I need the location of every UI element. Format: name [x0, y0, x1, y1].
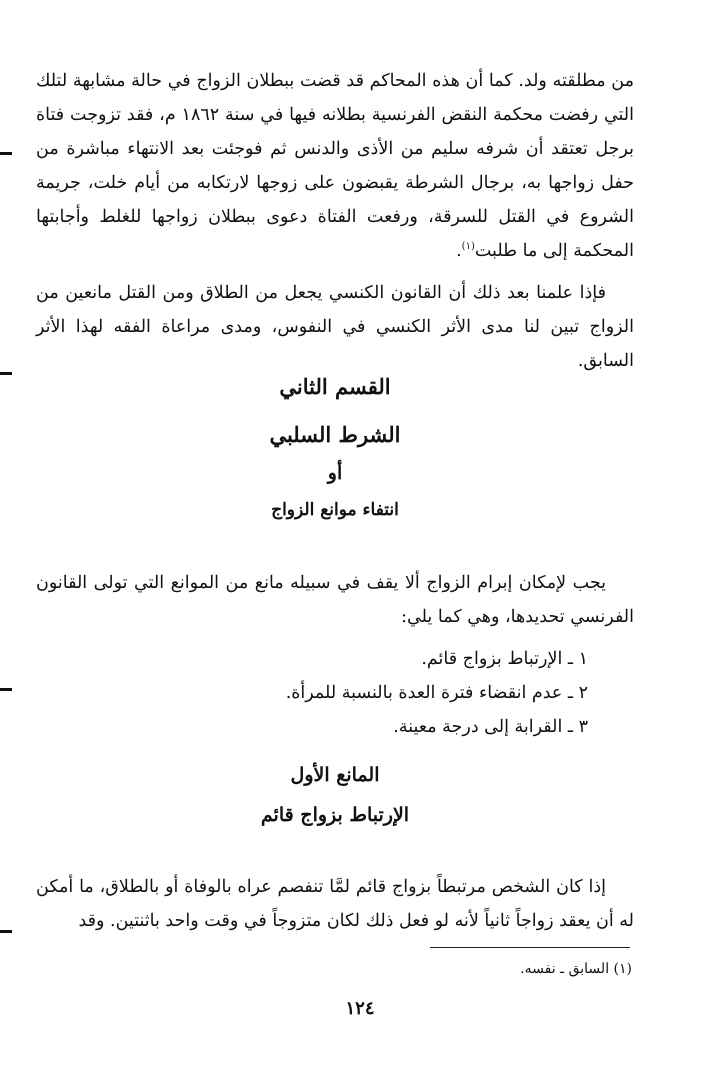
paragraph-canon-law	[36, 276, 634, 378]
impediments-list	[36, 642, 634, 744]
heading-connector: أو	[327, 462, 343, 484]
scan-edge-mark	[0, 688, 12, 691]
paragraph-text: فإذا علمنا بعد ذلك أن القانون الكنسي يجعل من الطلاق ومن القتل مانعين من الزواج تبين لنا مدى الأثر الكنسي في النفوس، ومدى مراعاة الفقه لهذا الأثر السابق.	[36, 283, 634, 371]
chapter-title: الإرتباط بزواج قائم	[260, 804, 410, 826]
paragraph-court-ruling	[36, 64, 634, 268]
list-item: ٢ ـ عدم انقضاء فترة العدة بالنسبة للمرأة.	[285, 683, 588, 703]
paragraph-text: يجب لإمكان إبرام الزواج ألا يقف في سبيله مانع من الموانع التي تولى القانون الفرنسي تحديدها، وهي كما يلي:	[36, 573, 634, 627]
subsection-subtitle: انتفاء موانع الزواج	[271, 500, 399, 520]
subsection-heading: الشرط السلبي	[269, 422, 401, 447]
paragraph-impediments-intro	[36, 566, 634, 634]
section-heading: القسم الثاني	[279, 374, 391, 399]
paragraph-period: .	[456, 241, 462, 261]
paragraph-text: إذا كان الشخص مرتبطاً بزواج قائم لمَّا تنفصم عراه بالوفاة أو بالطلاق، ما أمكن له أن يعقد زواجاً ثانياً لأنه لو فعل ذلك لكان متزوجاً في وقت واحد باثنتين. وقد	[36, 877, 634, 931]
paragraph-text: من مطلقته ولد. كما أن هذه المحاكم قد قضت ببطلان الزواج في حالة مشابهة لتلك التي رفضت محكمة النقض الفرنسية بطلانه فيها في سنة ١٨٦٢ م، فقد تزوجت فتاة برجل تعتقد أن شرفه سليم من الأذى والدنس ثم فوجئت بعد الانتهاء مباشرة من حفل زواجها به، برجال الشرطة يقبضون على زوجها لارتكابه من أيام خلت، جريمة الشروع في القتل للسرقة، ورفعت الفتاة دعوى ببطلان زواجها للغلط وأجابتها المحكمة إلى ما طلبت	[36, 71, 635, 261]
chapter-heading: المانع الأول	[290, 764, 380, 786]
page-number: ١٢٤	[345, 998, 375, 1019]
list-item: ٣ ـ القرابة إلى درجة معينة.	[393, 717, 588, 737]
footnote: (١) السابق ـ نفسه.	[520, 961, 632, 977]
scan-edge-mark	[0, 152, 12, 155]
footnote-divider	[430, 947, 630, 948]
scan-edge-mark	[0, 372, 12, 375]
paragraph-existing-marriage	[36, 870, 634, 938]
scan-edge-mark	[0, 930, 12, 933]
list-item: ١ ـ الإرتباط بزواج قائم.	[421, 649, 588, 669]
footnote-reference[interactable]: (١)	[461, 241, 475, 253]
